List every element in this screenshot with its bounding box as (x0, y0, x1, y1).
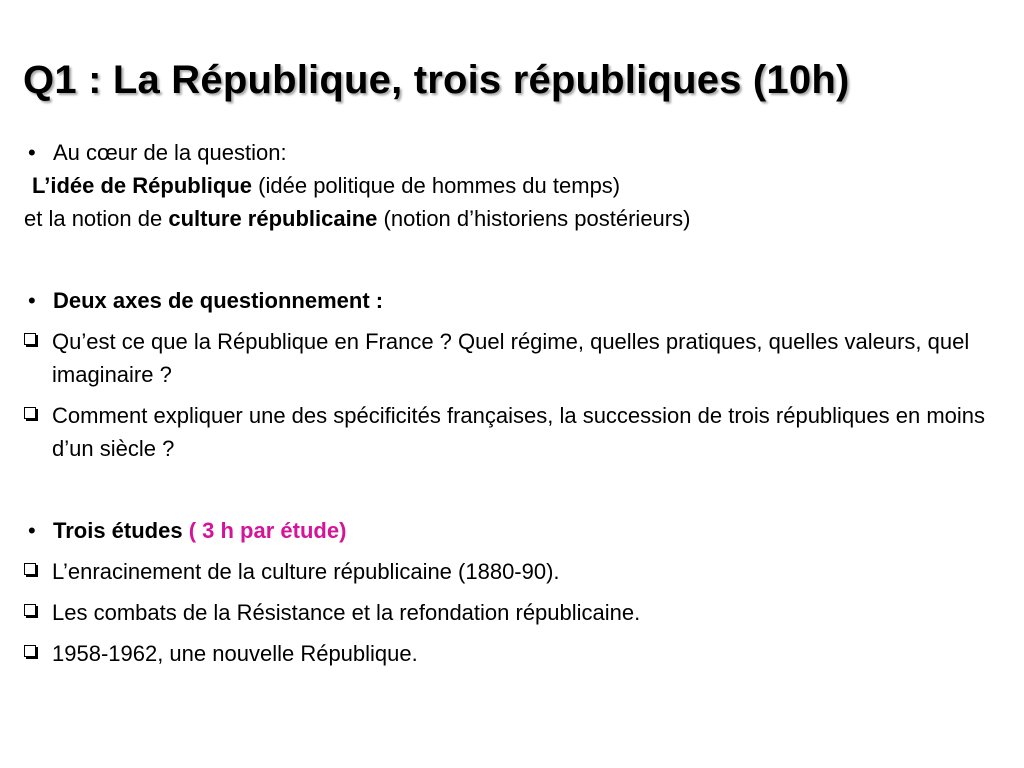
axes-item-text: Qu’est ce que la République en France ? Quel régime, quelles pratiques, quelles valeurs, quel imaginaire ? (52, 329, 970, 387)
intro-line-2-rest: (notion d’historiens postérieurs) (377, 206, 691, 231)
checkbox-square-icon (24, 333, 36, 345)
bullet-icon: • (28, 288, 36, 313)
section-spacer (24, 465, 1009, 514)
intro-line-1-rest: (idée politique de hommes du temps) (252, 173, 621, 198)
intro-heading-line (24, 136, 1009, 169)
checkbox-square-icon (24, 563, 36, 575)
checkbox-square-icon (24, 604, 36, 616)
study-item (24, 596, 1009, 629)
axes-heading: Deux axes de questionnement : (53, 288, 384, 313)
idea-of-republic-term: L’idée de République (32, 173, 253, 198)
study-item-text: Les combats de la Résistance et la refondation républicaine. (52, 600, 641, 625)
studies-heading-line (24, 514, 1009, 547)
spacer (24, 391, 1009, 399)
axes-item (24, 399, 1009, 465)
spacer (24, 317, 1009, 325)
study-item-text: 1958-1962, une nouvelle République. (52, 641, 418, 666)
study-item-text: L’enracinement de la culture républicaine (1880-90). (52, 559, 560, 584)
intro-line-1 (24, 169, 1009, 202)
checkbox-square-icon (24, 407, 36, 419)
bullet-icon: • (28, 518, 36, 543)
axes-item-text: Comment expliquer une des spécificités françaises, la succession de trois républiques en moins d’un siècle ? (52, 403, 986, 461)
checkbox-square-icon (24, 645, 36, 657)
spacer (24, 547, 1009, 555)
axes-heading-line (24, 284, 1009, 317)
spacer (24, 588, 1009, 596)
slide-content (24, 136, 1009, 670)
republican-culture-term: culture républicaine (168, 206, 378, 231)
spacer (24, 629, 1009, 637)
study-item (24, 637, 1009, 670)
axes-item (24, 325, 1009, 391)
intro-line-2 (24, 202, 1009, 235)
slide-title: Q1 : La République, trois républiques (10h) (23, 58, 850, 102)
section-spacer (24, 235, 1009, 284)
bullet-icon: • (28, 140, 36, 165)
studies-heading: Trois études (53, 518, 183, 543)
study-item (24, 555, 1009, 588)
intro-heading: Au cœur de la question: (53, 140, 287, 165)
intro-line-2-prefix: et la notion de (24, 206, 169, 231)
studies-duration: ( 3 h par étude) (182, 518, 347, 543)
